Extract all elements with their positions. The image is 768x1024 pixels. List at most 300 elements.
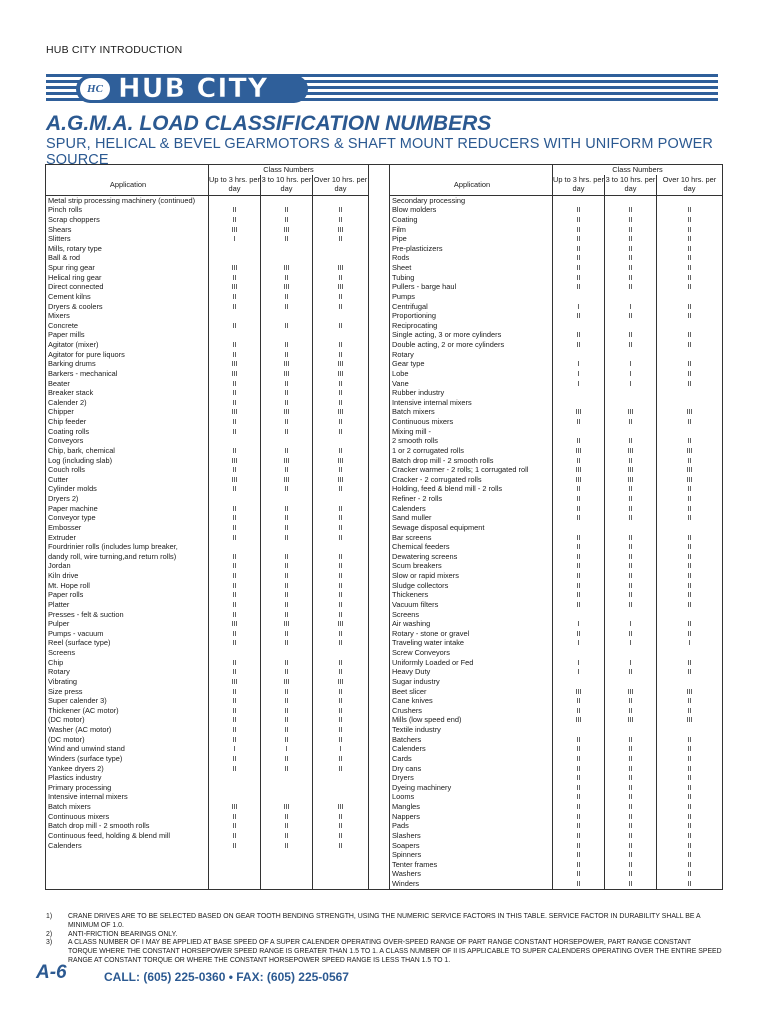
application-cell: Log (including slab) xyxy=(46,456,209,466)
class-number-cell: II xyxy=(313,340,369,350)
footnote-text: A CLASS NUMBER OF I MAY BE APPLIED AT BASE SPEED OF A SUPER CALENDER OPERATING OVER-SPEED RANGE OF PART RANGE CONSTANT HORSEPOWER, PART RANGE CONSTANT TORQUE WHERE THE CONSTANT HORSEPOWER SPEED RANGE IS GREATER THAN 1.5 TO 1. A CLASS NUMBER OF II IS APPLICABLE TO SUPER CALENDERS OPERATING OVER THE ENTIRE SPEED RANGE AT CONSTANT TORQUE OR WHERE THE CONSTANT HORSEPOWER SPEED RANGE IS LESS THAN 1.5 TO 1. xyxy=(68,939,722,964)
table-row xyxy=(46,792,723,802)
class-number-cell: II xyxy=(553,273,605,283)
class-number-cell: II xyxy=(261,600,313,610)
class-number-cell xyxy=(657,523,723,533)
class-number-cell: II xyxy=(261,821,313,831)
class-number-cell: II xyxy=(261,841,313,851)
gutter xyxy=(369,205,390,215)
class-number-cell: II xyxy=(209,292,261,302)
class-number-cell xyxy=(553,350,605,360)
gutter xyxy=(369,330,390,340)
class-number-cell xyxy=(605,889,657,890)
application-cell: Sheet xyxy=(390,263,553,273)
class-number-cell: II xyxy=(657,494,723,504)
gutter xyxy=(369,494,390,504)
class-number-cell: II xyxy=(261,561,313,571)
gutter xyxy=(369,465,390,475)
class-number-cell: II xyxy=(605,484,657,494)
class-number-cell: II xyxy=(313,581,369,591)
header-blank xyxy=(390,165,553,175)
application-cell: Pumps - vacuum xyxy=(46,629,209,639)
application-cell: Chemical feeders xyxy=(390,542,553,552)
class-number-cell xyxy=(209,879,261,889)
application-cell: Beater xyxy=(46,379,209,389)
class-number-cell: II xyxy=(313,465,369,475)
class-number-cell xyxy=(313,869,369,879)
table-row xyxy=(46,667,723,677)
gutter xyxy=(369,860,390,870)
class-number-cell: II xyxy=(313,446,369,456)
class-number-cell: I xyxy=(261,744,313,754)
class-number-cell xyxy=(553,725,605,735)
gutter xyxy=(369,234,390,244)
gutter xyxy=(369,215,390,225)
application-cell: Double acting, 2 or more cylinders xyxy=(390,340,553,350)
class-number-cell: III xyxy=(313,263,369,273)
class-number-cell: II xyxy=(553,542,605,552)
application-cell: Spinners xyxy=(390,850,553,860)
class-number-cell xyxy=(313,648,369,658)
table-row xyxy=(46,754,723,764)
gutter xyxy=(369,350,390,360)
application-cell: Cracker - 2 corrugated rolls xyxy=(390,475,553,485)
page-number: A-6 xyxy=(36,962,67,983)
table-row xyxy=(46,783,723,793)
page-subtitle: SPUR, HELICAL & BEVEL GEARMOTORS & SHAFT MOUNT REDUCERS WITH UNIFORM POWER SOURCE xyxy=(46,136,713,168)
gutter xyxy=(369,831,390,841)
class-number-cell: II xyxy=(657,561,723,571)
class-number-cell: III xyxy=(553,407,605,417)
class-number-cell: II xyxy=(657,456,723,466)
class-number-cell: II xyxy=(313,764,369,774)
class-number-cell xyxy=(313,792,369,802)
table-row xyxy=(46,638,723,648)
class-number-cell xyxy=(605,292,657,302)
class-number-cell: II xyxy=(209,600,261,610)
class-number-cell xyxy=(605,398,657,408)
application-cell: Crushers xyxy=(390,706,553,716)
gutter xyxy=(369,398,390,408)
application-cell xyxy=(46,879,209,889)
class-number-cell: II xyxy=(313,215,369,225)
class-number-cell xyxy=(313,860,369,870)
application-cell: Batch drop mill - 2 smooth rolls xyxy=(390,456,553,466)
application-cell: Bar screens xyxy=(390,533,553,543)
gutter xyxy=(369,619,390,629)
gutter xyxy=(369,311,390,321)
class-number-cell: II xyxy=(553,764,605,774)
class-number-cell: II xyxy=(553,533,605,543)
class-number-cell: II xyxy=(657,552,723,562)
class-number-cell: III xyxy=(209,282,261,292)
application-cell: Reel (surface type) xyxy=(46,638,209,648)
application-cell: Mixing mill - xyxy=(390,427,553,437)
class-number-cell: II xyxy=(605,561,657,571)
class-number-cell: II xyxy=(209,735,261,745)
hub-city-logo xyxy=(46,72,718,106)
class-number-cell: II xyxy=(553,754,605,764)
gutter xyxy=(369,561,390,571)
application-cell: Pinch rolls xyxy=(46,205,209,215)
application-cell: Single acting, 3 or more cylinders xyxy=(390,330,553,340)
class-number-cell: II xyxy=(553,600,605,610)
application-cell: Dryers 2) xyxy=(46,494,209,504)
header-blank xyxy=(46,165,209,175)
table-row xyxy=(46,330,723,340)
table-row xyxy=(46,812,723,822)
footnote xyxy=(46,931,722,940)
application-cell: Air washing xyxy=(390,619,553,629)
application-cell: Textile industry xyxy=(390,725,553,735)
table-row xyxy=(46,821,723,831)
class-number-cell: II xyxy=(553,735,605,745)
class-number-cell: II xyxy=(261,629,313,639)
class-number-cell xyxy=(313,850,369,860)
class-number-cell xyxy=(313,244,369,254)
class-number-cell: II xyxy=(605,629,657,639)
class-number-cell: II xyxy=(657,600,723,610)
gutter xyxy=(369,456,390,466)
class-number-cell xyxy=(209,860,261,870)
application-cell: Paper mills xyxy=(46,330,209,340)
class-number-cell: II xyxy=(313,561,369,571)
class-number-cell: II xyxy=(313,725,369,735)
gutter xyxy=(369,687,390,697)
class-number-cell: I xyxy=(553,619,605,629)
class-number-cell: II xyxy=(313,715,369,725)
class-number-cell: I xyxy=(605,619,657,629)
class-number-cell xyxy=(261,860,313,870)
class-number-cell: III xyxy=(657,475,723,485)
class-number-cell: II xyxy=(657,215,723,225)
col-up-to-3-header: Up to 3 hrs. per day xyxy=(553,174,604,194)
class-number-cell xyxy=(553,398,605,408)
table-row xyxy=(46,619,723,629)
class-number-cell xyxy=(605,610,657,620)
table-row xyxy=(46,542,723,552)
class-number-cell xyxy=(209,869,261,879)
class-number-cell: II xyxy=(553,417,605,427)
class-number-cell: II xyxy=(209,340,261,350)
application-cell: Batch mixers xyxy=(390,407,553,417)
application-cell: Slow or rapid mixers xyxy=(390,571,553,581)
class-number-cell xyxy=(605,648,657,658)
class-number-cell: III xyxy=(209,677,261,687)
class-number-cell: III xyxy=(209,225,261,235)
class-number-cell: II xyxy=(657,205,723,215)
class-number-cell: II xyxy=(553,860,605,870)
table-row xyxy=(46,475,723,485)
class-number-cell: II xyxy=(261,234,313,244)
logo-wordmark: HUB CITY xyxy=(118,73,269,104)
gutter xyxy=(369,263,390,273)
table-row xyxy=(46,744,723,754)
application-cell: Agitator (mixer) xyxy=(46,340,209,350)
class-number-cell: I xyxy=(553,667,605,677)
class-number-cell xyxy=(261,542,313,552)
class-number-cell: II xyxy=(657,542,723,552)
application-cell: Chip, bark, chemical xyxy=(46,446,209,456)
application-cell: Screens xyxy=(390,610,553,620)
application-cell: Reciprocating xyxy=(390,321,553,331)
class-number-cell: III xyxy=(261,225,313,235)
gutter xyxy=(369,359,390,369)
application-cell: Mangles xyxy=(390,802,553,812)
class-number-cell: II xyxy=(313,417,369,427)
class-number-cell: III xyxy=(657,407,723,417)
class-number-cell xyxy=(209,436,261,446)
application-cell: Mills, rotary type xyxy=(46,244,209,254)
class-number-cell: II xyxy=(657,244,723,254)
gutter xyxy=(369,302,390,312)
class-number-cell: II xyxy=(605,667,657,677)
class-number-cell: II xyxy=(261,379,313,389)
application-cell: Cards xyxy=(390,754,553,764)
table-row xyxy=(46,311,723,321)
class-number-cell: II xyxy=(313,523,369,533)
class-number-cell: II xyxy=(605,417,657,427)
class-number-cell: II xyxy=(313,610,369,620)
class-number-cell: II xyxy=(553,879,605,889)
footnote xyxy=(46,939,722,965)
class-number-cell: III xyxy=(657,446,723,456)
application-cell: Intensive internal mixers xyxy=(390,398,553,408)
gutter xyxy=(369,658,390,668)
class-numbers-header: Class Numbers xyxy=(209,165,369,175)
class-number-cell xyxy=(657,427,723,437)
application-cell: Ball & rod xyxy=(46,253,209,263)
class-number-cell xyxy=(313,436,369,446)
gutter xyxy=(369,340,390,350)
class-number-cell: II xyxy=(261,667,313,677)
table-row xyxy=(46,869,723,879)
application-cell: Proportioning xyxy=(390,311,553,321)
class-number-cell: II xyxy=(261,350,313,360)
application-cell: Rotary - stone or gravel xyxy=(390,629,553,639)
application-cell: Beet slicer xyxy=(390,687,553,697)
class-number-cell: III xyxy=(209,369,261,379)
class-number-cell: II xyxy=(553,311,605,321)
class-number-cell xyxy=(209,330,261,340)
application-cell: Sewage disposal equipment xyxy=(390,523,553,533)
class-number-cell: II xyxy=(261,552,313,562)
application-header: Application xyxy=(46,175,209,196)
class-number-cell: III xyxy=(553,715,605,725)
class-number-cell: III xyxy=(261,456,313,466)
class-number-cell: II xyxy=(261,764,313,774)
class-number-cell: III xyxy=(313,225,369,235)
application-cell: Size press xyxy=(46,687,209,697)
application-cell xyxy=(46,850,209,860)
table-row xyxy=(46,292,723,302)
gutter xyxy=(369,715,390,725)
class-number-cell: II xyxy=(605,340,657,350)
application-cell xyxy=(46,889,209,890)
class-number-cell: II xyxy=(657,831,723,841)
class-number-cell: II xyxy=(209,638,261,648)
class-number-cell: II xyxy=(261,302,313,312)
class-number-cell: II xyxy=(313,841,369,851)
class-number-cell xyxy=(261,869,313,879)
class-number-cell: II xyxy=(657,735,723,745)
table-row xyxy=(46,407,723,417)
class-number-cell: II xyxy=(657,696,723,706)
application-cell: Coating rolls xyxy=(46,427,209,437)
application-cell: (DC motor) xyxy=(46,715,209,725)
class-number-cell: II xyxy=(313,302,369,312)
class-number-cell: II xyxy=(313,754,369,764)
class-number-cell xyxy=(553,388,605,398)
gutter xyxy=(369,253,390,263)
class-number-cell xyxy=(657,648,723,658)
class-number-cell: II xyxy=(605,821,657,831)
table-row xyxy=(46,850,723,860)
footnote-marker: 1) xyxy=(46,913,53,920)
table-row xyxy=(46,282,723,292)
class-number-cell: III xyxy=(553,475,605,485)
class-number-cell: II xyxy=(605,879,657,889)
class-number-cell: III xyxy=(261,475,313,485)
class-number-cell xyxy=(261,311,313,321)
class-number-cell: II xyxy=(313,552,369,562)
class-number-cell: II xyxy=(261,523,313,533)
gutter xyxy=(369,610,390,620)
class-number-cell xyxy=(657,195,723,205)
class-number-cell xyxy=(261,792,313,802)
class-number-cell: II xyxy=(209,754,261,764)
class-number-cell: II xyxy=(605,754,657,764)
class-number-cell: III xyxy=(313,359,369,369)
class-number-cell xyxy=(605,195,657,205)
application-cell: Slashers xyxy=(390,831,553,841)
class-number-cell: II xyxy=(605,215,657,225)
class-number-cell xyxy=(209,783,261,793)
class-number-cell: II xyxy=(657,869,723,879)
application-cell: Vane xyxy=(390,379,553,389)
class-number-cell: II xyxy=(313,273,369,283)
class-number-cell: II xyxy=(209,764,261,774)
gutter xyxy=(369,225,390,235)
application-cell: Pullers - barge haul xyxy=(390,282,553,292)
table-row xyxy=(46,715,723,725)
logo-emblem-icon: HC xyxy=(80,78,110,100)
table-row xyxy=(46,321,723,331)
class-number-cell xyxy=(553,610,605,620)
class-number-cell xyxy=(261,330,313,340)
gutter xyxy=(369,504,390,514)
application-cell: Vibrating xyxy=(46,677,209,687)
table-row xyxy=(46,561,723,571)
class-number-cell xyxy=(209,773,261,783)
class-number-cell xyxy=(209,244,261,254)
class-number-cell xyxy=(261,648,313,658)
class-number-cell: III xyxy=(209,263,261,273)
application-cell: Blow molders xyxy=(390,205,553,215)
table-row xyxy=(46,379,723,389)
table-row xyxy=(46,484,723,494)
application-cell: Sludge collectors xyxy=(390,581,553,591)
gutter xyxy=(369,735,390,745)
application-cell: Uniformly Loaded or Fed xyxy=(390,658,553,668)
class-number-cell: II xyxy=(605,783,657,793)
class-number-cell: I xyxy=(605,302,657,312)
gutter xyxy=(369,773,390,783)
class-number-cell xyxy=(657,292,723,302)
gutter xyxy=(369,581,390,591)
application-cell: (DC motor) xyxy=(46,735,209,745)
class-number-cell: III xyxy=(605,446,657,456)
class-number-cell: III xyxy=(313,475,369,485)
class-number-cell: II xyxy=(261,687,313,697)
class-number-cell: I xyxy=(605,658,657,668)
application-cell: Agitator for pure liquors xyxy=(46,350,209,360)
class-number-cell: III xyxy=(657,715,723,725)
gutter xyxy=(369,369,390,379)
application-cell: Rods xyxy=(390,253,553,263)
table-row xyxy=(46,523,723,533)
application-cell: Rotary xyxy=(390,350,553,360)
class-number-cell: II xyxy=(553,456,605,466)
application-cell: Direct connected xyxy=(46,282,209,292)
class-number-cell xyxy=(657,889,723,890)
class-number-cell: II xyxy=(657,802,723,812)
class-number-cell: II xyxy=(605,869,657,879)
table-row xyxy=(46,879,723,889)
class-number-cell: II xyxy=(605,600,657,610)
application-cell: Screw Conveyors xyxy=(390,648,553,658)
class-number-cell: II xyxy=(209,725,261,735)
application-cell: Winders (surface type) xyxy=(46,754,209,764)
application-cell: Yankee dryers 2) xyxy=(46,764,209,774)
class-number-cell: II xyxy=(313,379,369,389)
application-cell: Continuous mixers xyxy=(46,812,209,822)
class-number-cell: II xyxy=(313,533,369,543)
class-number-cell: II xyxy=(657,841,723,851)
application-cell: Cylinder molds xyxy=(46,484,209,494)
application-cell: Batch mixers xyxy=(46,802,209,812)
class-number-cell: II xyxy=(261,504,313,514)
class-number-cell: III xyxy=(605,687,657,697)
class-number-cell: II xyxy=(261,388,313,398)
gutter xyxy=(369,783,390,793)
class-number-cell: II xyxy=(553,244,605,254)
class-number-cell xyxy=(261,889,313,890)
table-row xyxy=(46,417,723,427)
table-row xyxy=(46,773,723,783)
class-number-cell: II xyxy=(209,590,261,600)
class-number-cell: II xyxy=(313,629,369,639)
application-cell: Chip xyxy=(46,658,209,668)
application-cell: Paper rolls xyxy=(46,590,209,600)
class-number-cell: II xyxy=(657,379,723,389)
class-number-cell: III xyxy=(261,359,313,369)
table-row xyxy=(46,600,723,610)
application-cell: Film xyxy=(390,225,553,235)
class-number-cell: III xyxy=(209,359,261,369)
class-number-cell: II xyxy=(657,860,723,870)
class-number-cell: II xyxy=(605,706,657,716)
application-cell: Vacuum filters xyxy=(390,600,553,610)
class-number-cell: II xyxy=(209,513,261,523)
table-row xyxy=(46,610,723,620)
class-number-cell: II xyxy=(261,446,313,456)
class-number-cell: I xyxy=(553,658,605,668)
class-number-cell: II xyxy=(313,388,369,398)
table-row xyxy=(46,629,723,639)
class-number-cell xyxy=(605,321,657,331)
class-number-cell: III xyxy=(261,407,313,417)
